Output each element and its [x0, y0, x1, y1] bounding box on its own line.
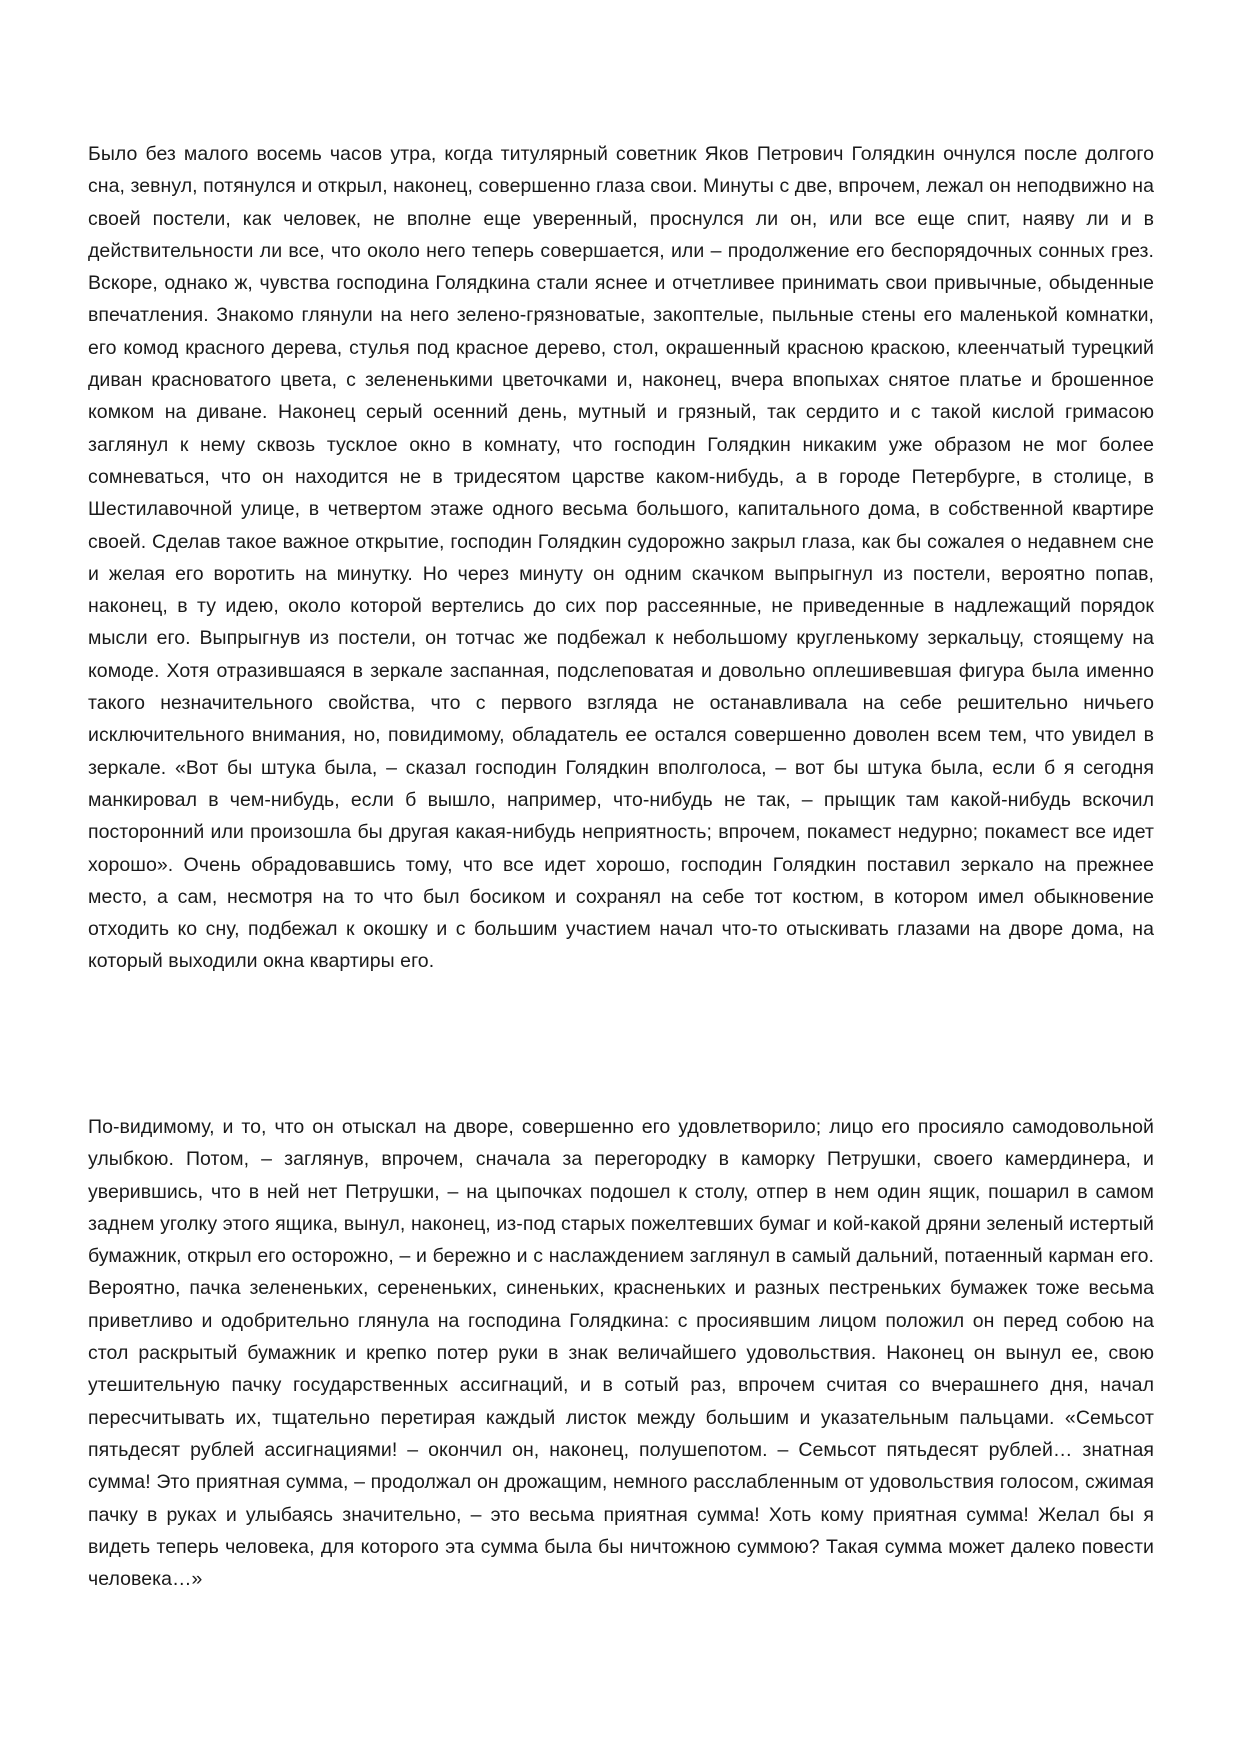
paragraph-2: По-видимому, и то, что он отыскал на дворе, совершенно его удовлетворило; лицо его просияло самодовольной улыбкою. Потом, – заглянув, впрочем, сначала за перегородку в каморку Петрушки, своего камердинера, и уверившись, что в ней нет Петрушки, – на цыпочках подошел к столу, отпер в нем один ящик, пошарил в самом заднем уголку этого ящика, вынул, наконец, из-под старых пожелтевших бумаг и кой-какой дряни зеленый истертый бумажник, открыл его осторожно, – и бережно и с наслаждением заглянул в самый дальний, потаенный карман его. Вероятно, пачка зелененьких, серененьких, синеньких, красненьких и разных пестреньких бумажек тоже весьма приветливо и одобрительно глянула на господина Голядкина: с просиявшим лицом положил он перед собою на стол раскрытый бумажник и крепко потер руки в знак величайшего удовольствия. Наконец он вынул ее, свою утешительную пачку государственных ассигнаций, и в сотый раз, впрочем считая со вчерашнего дня, начал пересчитывать их, тщательно перетирая каждый листок между большим и указательным пальцами. «Семьсот пятьдесят рублей ассигнациями! – окончил он, наконец, полушепотом. – Семьсот пятьдесят рублей… знатная сумма! Это приятная сумма, – продолжал он дрожащим, немного расслабленным от удовольствия голосом, сжимая пачку в руках и улыбаясь значительно, – это весьма приятная сумма! Хоть кому приятная сумма! Желал бы я видеть теперь человека, для которого эта сумма была бы ничтожною суммою? Такая сумма может далеко повести человека…» — [88, 1116, 1154, 1591]
paragraph-1: Было без малого восемь часов утра, когда титулярный советник Яков Петрович Голядкин очнулся после долгого сна, зевнул, потянулся и открыл, наконец, совершенно глаза свои. Минуты с две, впрочем, лежал он неподвижно на своей постели, как человек, не вполне еще уверенный, проснулся ли он, или все еще спит, наяву ли и в действительности ли все, что около него теперь совершается, или – продолжение его беспорядочных сонных грез. Вскоре, однако ж, чувства господина Голядкина стали яснее и отчетливее принимать свои привычные, обыденные впечатления. Знакомо глянули на него зелено-грязноватые, закоптелые, пыльные стены его маленькой комнатки, его комод красного дерева, стулья под красное дерево, стол, окрашенный красною краскою, клеенчатый турецкий диван красноватого цвета, с зелененькими цветочками и, наконец, вчера впопыхах снятое платье и брошенное комком на диване. Наконец серый осенний день, мутный и грязный, так сердито и с такой кислой гримасою заглянул к нему сквозь тусклое окно в комнату, что господин Голядкин никаким уже образом не мог более сомневаться, что он находится не в тридесятом царстве каком-нибудь, а в городе Петербурге, в столице, в Шестилавочной улице, в четвертом этаже одного весьма большого, капитального дома, в собственной квартире своей. Сделав такое важное открытие, господин Голядкин судорожно закрыл глаза, как бы сожалея о недавнем сне и желая его воротить на минутку. Но через минуту он одним скачком выпрыгнул из постели, вероятно попав, наконец, в ту идею, около которой вертелись до сих пор рассеянные, не приведенные в надлежащий порядок мысли его. Выпрыгнув из постели, он тотчас же подбежал к небольшому кругленькому зеркальцу, стоящему на комоде. Хотя отразившаяся в зеркале заспанная, подслеповатая и довольно оплешивевшая фигура была именно такого незначительного свойства, что с первого взгляда не останавливала на себе решительно ничьего исключительного внимания, но, повидимому, обладатель ее остался совершенно доволен всем тем, что увидел в зеркале. «Вот бы штука была, – сказал господин Голядкин вполголоса, – вот бы штука была, если б я сегодня манкировал в чем-нибудь, если б вышло, например, что-нибудь не так, – прыщик там какой-нибудь вскочил посторонний или произошла бы другая какая-нибудь неприятность; впрочем, покамест недурно; покамест все идет хорошо». Очень обрадовавшись тому, что все идет хорошо, господин Голядкин поставил зеркало на прежнее место, а сам, несмотря на то что был босиком и сохранял на себе тот костюм, в котором имел обыкновение отходить ко сну, подбежал к окошку и с большим участием начал что-то отыскивать глазами на дворе дома, на который выходили окна квартиры его. — [88, 143, 1154, 973]
